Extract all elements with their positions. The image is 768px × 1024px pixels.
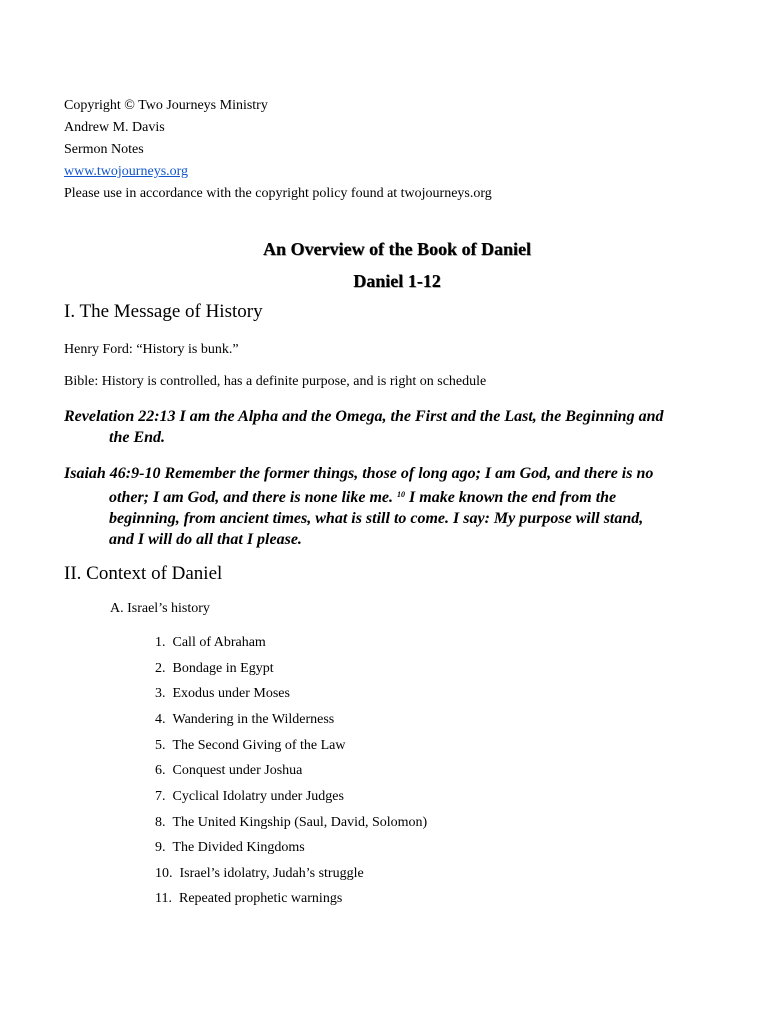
list-item: 11. Repeated prophetic warnings [155, 891, 343, 906]
list-item: 2. Bondage in Egypt [155, 661, 274, 676]
subheading-israels-history: A. Israel’s history [110, 601, 210, 616]
list-item: 1. Call of Abraham [155, 635, 266, 650]
bible-statement: Bible: History is controlled, has a definite purpose, and is right on schedule [64, 374, 487, 389]
list-item: 10. Israel’s idolatry, Judah’s struggle [155, 866, 364, 881]
isaiah-line-2a: other; I am God, and there is none like me. [109, 489, 394, 506]
verse-number: 10 [397, 490, 406, 499]
list-item: 9. The Divided Kingdoms [155, 840, 305, 855]
isaiah-line-2 [64, 484, 734, 508]
list-item: 8. The United Kingship (Saul, David, Solomon) [155, 815, 428, 830]
document-title: An Overview of the Book of Daniel [263, 239, 531, 259]
list-item: 7. Cyclical Idolatry under Judges [155, 789, 344, 804]
policy-line: Please use in accordance with the copyright policy found at twojourneys.org [64, 186, 492, 201]
isaiah-verse [64, 463, 734, 550]
author-line: Andrew M. Davis [64, 120, 165, 135]
doc-type-line: Sermon Notes [64, 142, 144, 157]
isaiah-line-3: beginning, from ancient times, what is still to come. I say: My purpose will stand, [109, 510, 644, 527]
section-heading-context: II. Context of Daniel [64, 563, 223, 584]
website-link[interactable]: www.twojourneys.org [64, 164, 189, 179]
document-subtitle: Daniel 1-12 [353, 271, 441, 291]
revelation-line-2: the End. [109, 429, 166, 446]
isaiah-line-4: and I will do all that I please. [109, 531, 302, 548]
isaiah-line-2b: I make known the end from the [409, 489, 617, 506]
revelation-verse [64, 406, 734, 448]
list-item: 5. The Second Giving of the Law [155, 738, 346, 753]
list-item: 3. Exodus under Moses [155, 686, 290, 701]
henry-ford-quote: Henry Ford: “History is bunk.” [64, 342, 239, 357]
list-item: 6. Conquest under Joshua [155, 763, 303, 778]
section-heading-history: I. The Message of History [64, 301, 263, 322]
list-item: 4. Wandering in the Wilderness [155, 712, 335, 727]
copyright-line: Copyright © Two Journeys Ministry [64, 98, 268, 113]
revelation-line-1: Revelation 22:13 I am the Alpha and the Omega, the First and the Last, the Beginning and [64, 408, 664, 425]
isaiah-line-1: Isaiah 46:9-10 Remember the former things, those of long ago; I am God, and there is no [64, 465, 654, 482]
